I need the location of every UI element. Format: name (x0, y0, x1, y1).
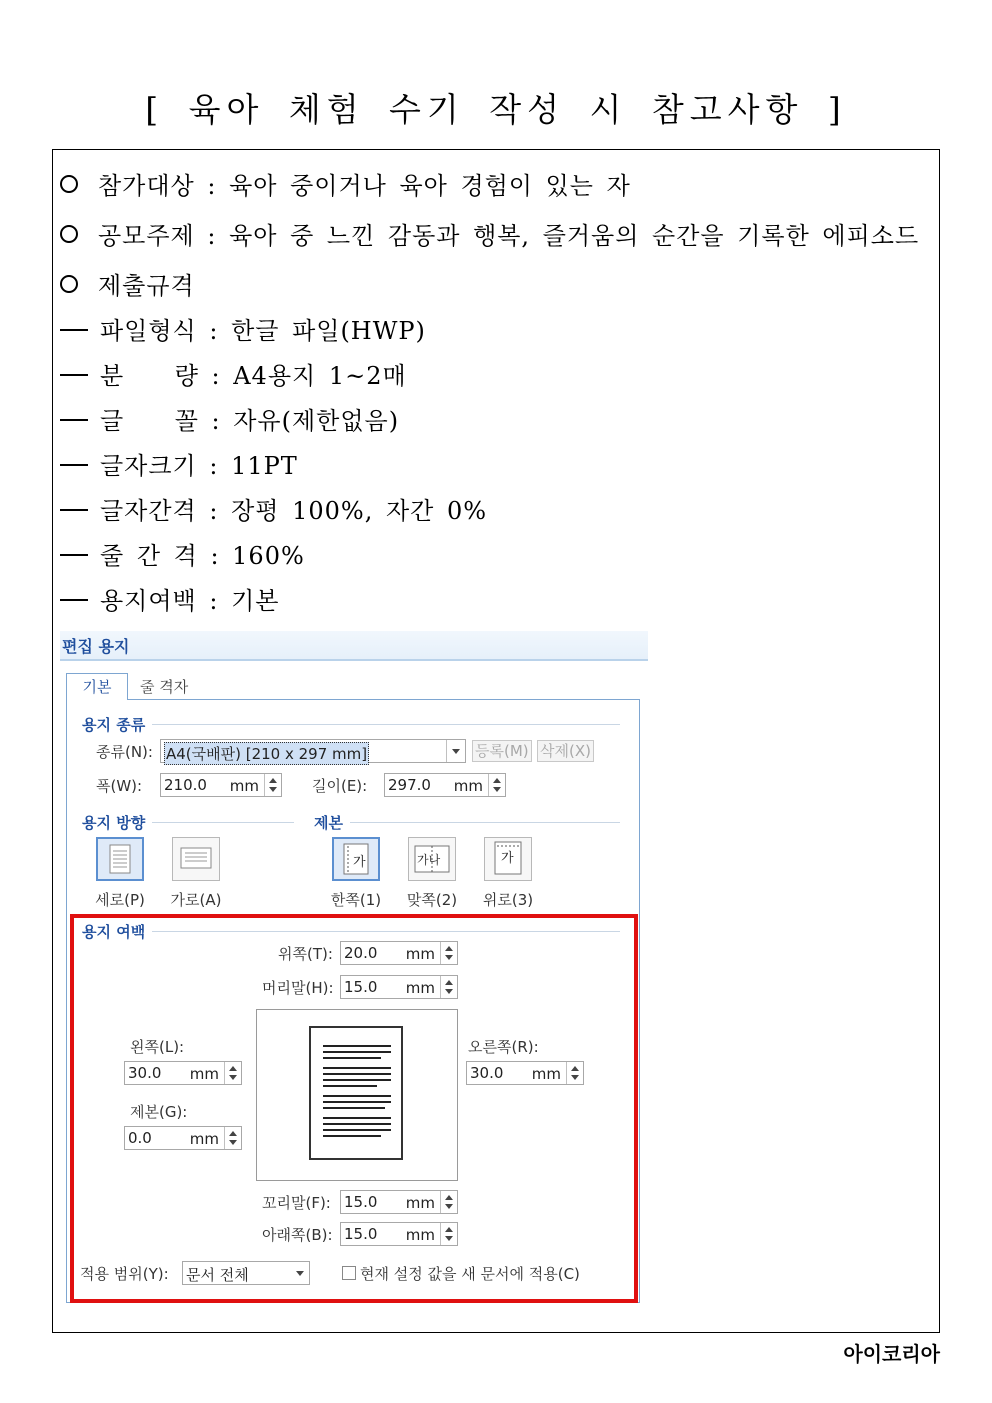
header-margin-label: 머리말(H): (262, 979, 334, 997)
top-margin-stepper[interactable] (340, 941, 458, 965)
list-item-text: 분 량 : A4용지 1~2매 (100, 362, 407, 390)
spin-arrows-icon[interactable] (440, 976, 457, 998)
dash-bullet-icon (60, 329, 88, 331)
list-item (60, 581, 279, 616)
dash-bullet-icon (60, 374, 88, 376)
svg-text:가: 가 (353, 855, 366, 870)
portrait-option[interactable] (96, 837, 144, 881)
header-margin-value: 15.0 (344, 978, 378, 996)
list-item (60, 356, 407, 391)
text-lines-icon (311, 1028, 401, 1158)
list-item-text: 공모주제 : 육아 중 느낀 감동과 행복, 즐거움의 순간을 기록한 에피소드 (98, 222, 920, 250)
divider (152, 822, 294, 823)
spin-arrows-icon[interactable] (264, 774, 281, 796)
list-item (60, 266, 195, 301)
apply-scope-label: 적용 범위(Y): (80, 1265, 169, 1283)
apply-new-doc-checkbox[interactable] (342, 1266, 356, 1280)
gutter-value: 0.0 (128, 1129, 152, 1147)
binding-top-label: 위로(3) (482, 891, 534, 909)
divider (152, 931, 620, 932)
dialog-title: 편집 용지 (62, 637, 130, 656)
tab-basic[interactable]: 기본 (66, 673, 128, 700)
page-setup-dialog (60, 631, 648, 1307)
width-value: 210.0 (164, 776, 207, 794)
top-margin-label: 위쪽(T): (278, 945, 333, 963)
top-binding-icon (485, 838, 531, 880)
section-orientation: 용지 방향 (82, 814, 146, 832)
facing-binding-icon (409, 838, 455, 880)
list-item-text: 파일형식 : 한글 파일(HWP) (100, 317, 426, 345)
svg-text:가: 가 (501, 851, 514, 866)
landscape-label: 가로(A) (170, 891, 222, 909)
single-binding-icon (334, 839, 378, 879)
spin-arrows-icon[interactable] (488, 774, 505, 796)
unit-label: mm (405, 1226, 435, 1244)
left-margin-value: 30.0 (128, 1064, 162, 1082)
chevron-down-icon[interactable] (446, 740, 465, 762)
unit-label: mm (405, 945, 435, 963)
binding-single-option[interactable] (332, 837, 380, 881)
list-item-text: 용지여백 : 기본 (100, 587, 280, 615)
landscape-option[interactable] (172, 837, 220, 881)
dialog-title-bar (60, 631, 648, 661)
list-item (60, 536, 305, 571)
svg-text:가나: 가나 (417, 853, 441, 867)
list-item-text: 제출규격 (98, 272, 195, 300)
list-item-text: 글자크기 : 11PT (100, 452, 298, 480)
spin-arrows-icon[interactable] (440, 1191, 457, 1213)
right-margin-value: 30.0 (470, 1064, 504, 1082)
list-item (60, 401, 399, 436)
bottom-margin-label: 아래쪽(B): (262, 1226, 333, 1244)
spin-arrows-icon[interactable] (566, 1062, 583, 1084)
list-item-text: 글자간격 : 장평 100%, 자간 0% (100, 497, 488, 525)
section-binding: 제본 (314, 814, 343, 832)
spin-arrows-icon[interactable] (440, 942, 457, 964)
preview-page-icon (309, 1026, 403, 1160)
bottom-margin-value: 15.0 (344, 1225, 378, 1243)
footer-margin-label: 꼬리말(F): (262, 1194, 331, 1212)
bottom-margin-stepper[interactable] (340, 1222, 458, 1246)
paper-type-select[interactable] (160, 739, 466, 763)
circle-bullet-icon (60, 175, 78, 193)
right-margin-stepper[interactable] (466, 1061, 584, 1085)
unit-label: mm (189, 1065, 219, 1083)
brand-logo: 아이코리아 (843, 1342, 940, 1366)
gutter-stepper[interactable] (124, 1126, 242, 1150)
portrait-label: 세로(P) (95, 891, 145, 909)
footer-margin-value: 15.0 (344, 1193, 378, 1211)
top-margin-value: 20.0 (344, 944, 378, 962)
unit-label: mm (531, 1065, 561, 1083)
list-item-text: 글 꼴 : 자유(제한없음) (100, 407, 400, 435)
unit-label: mm (405, 979, 435, 997)
binding-facing-option[interactable] (408, 837, 456, 881)
apply-scope-select[interactable] (182, 1261, 310, 1285)
apply-scope-value: 문서 전체 (186, 1266, 249, 1284)
apply-new-doc-label: 현재 설정 값을 새 문서에 적용(C) (360, 1265, 580, 1283)
spin-arrows-icon[interactable] (224, 1062, 241, 1084)
binding-top-option[interactable] (484, 837, 532, 881)
delete-button[interactable]: 삭제(X) (537, 740, 594, 762)
paper-type-value: A4(국배판) [210 x 297 mm] (164, 742, 369, 765)
list-item-text: 참가대상 : 육아 중이거나 육아 경험이 있는 자 (98, 172, 631, 200)
dash-bullet-icon (60, 509, 88, 511)
landscape-page-icon (173, 838, 219, 880)
width-label: 폭(W): (96, 777, 143, 795)
height-stepper[interactable] (384, 773, 506, 797)
list-item (60, 446, 298, 481)
footer-margin-stepper[interactable] (340, 1190, 458, 1214)
unit-label: mm (229, 777, 259, 795)
section-paper-type: 용지 종류 (82, 716, 146, 734)
binding-single-label: 한쪽(1) (330, 891, 382, 909)
list-item-text: 줄 간 격 : 160% (100, 542, 305, 570)
tab-line-grid[interactable]: 줄 격자 (140, 678, 189, 696)
unit-label: mm (405, 1194, 435, 1212)
header-margin-stepper[interactable] (340, 975, 458, 999)
gutter-label: 제본(G): (130, 1103, 188, 1121)
unit-label: mm (189, 1130, 219, 1148)
height-label: 길이(E): (312, 777, 368, 795)
dash-bullet-icon (60, 419, 88, 421)
circle-bullet-icon (60, 275, 78, 293)
circle-bullet-icon (60, 225, 78, 243)
dash-bullet-icon (60, 464, 88, 466)
chevron-down-icon[interactable] (291, 1262, 309, 1284)
dash-bullet-icon (60, 554, 88, 556)
binding-facing-label: 맞쪽(2) (406, 891, 458, 909)
list-item (60, 166, 631, 201)
right-margin-label: 오른쪽(R): (468, 1038, 539, 1056)
margin-preview (256, 1009, 458, 1181)
left-margin-stepper[interactable] (124, 1061, 242, 1085)
divider (350, 822, 620, 823)
list-item (60, 216, 919, 251)
left-margin-label: 왼쪽(L): (130, 1038, 185, 1056)
list-item (60, 491, 487, 526)
dash-bullet-icon (60, 599, 88, 601)
paper-type-label: 종류(N): (96, 743, 153, 761)
list-item (60, 311, 426, 346)
portrait-page-icon (98, 839, 142, 879)
spin-arrows-icon[interactable] (224, 1127, 241, 1149)
page-title: [ 육아 체험 수기 작성 시 참고사항 ] (145, 90, 847, 129)
divider (152, 724, 620, 725)
height-value: 297.0 (388, 776, 431, 794)
unit-label: mm (453, 777, 483, 795)
register-button[interactable]: 등록(M) (472, 740, 532, 762)
width-stepper[interactable] (160, 773, 282, 797)
section-margins: 용지 여백 (82, 923, 146, 941)
spin-arrows-icon[interactable] (440, 1223, 457, 1245)
